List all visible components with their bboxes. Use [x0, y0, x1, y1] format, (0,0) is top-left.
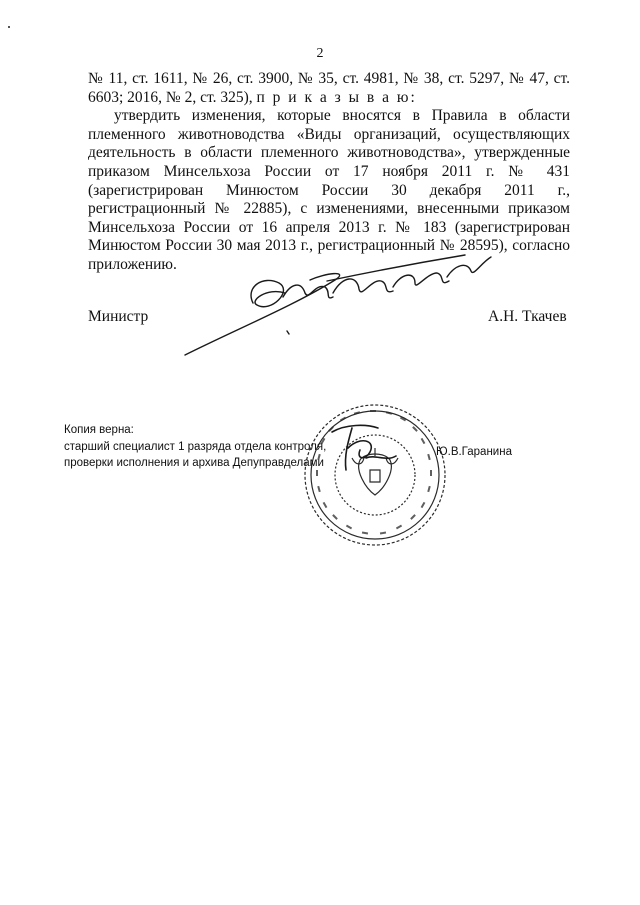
copy-true-label: Копия верна:	[64, 424, 134, 436]
signatory-title: Министр	[88, 308, 149, 325]
signatory-name: А.Н. Ткачев	[488, 308, 567, 325]
paragraph-1	[88, 70, 570, 107]
paragraph-1-text: № 11, ст. 1611, № 26, ст. 3900, № 35, ст. 4981, № 38, ст. 5297, № 47, ст. 6603; 2016, № 2, ст. 325),	[88, 70, 570, 106]
paragraph-2: утвердить изменения, которые вносятся в Правила в области племенного животноводства «Виды организаций, осуществляющих деятельность в области племенного животноводства», утвержденные приказом Минсельхоза России от 17 ноября 2011 г. № 431 (зарегистрирован Минюстом России 30 декабря 2011 г., регистрационный № 22885), с изменениями, внесенными приказом Минсельхоза России от 16 апреля 2013 г. № 183 (зарегистрирован Минюстом России 30 мая 2013 г., регистрационный № 28595), согласно приложению.	[88, 107, 570, 273]
order-verb: п р и к а з ы в а ю:	[256, 88, 417, 106]
certifier-signature	[326, 418, 406, 478]
scan-speck	[8, 26, 10, 28]
certifier-position-line-1: старший специалист 1 разряда отдела контроля,	[64, 440, 327, 453]
certifier-name: Ю.В.Гаранина	[436, 446, 512, 458]
page-number: 2	[316, 46, 324, 61]
minister-signature	[175, 235, 505, 370]
certifier-position-line-2: проверки исполнения и архива Депуправделами	[64, 457, 324, 469]
copy-certification	[64, 422, 326, 472]
